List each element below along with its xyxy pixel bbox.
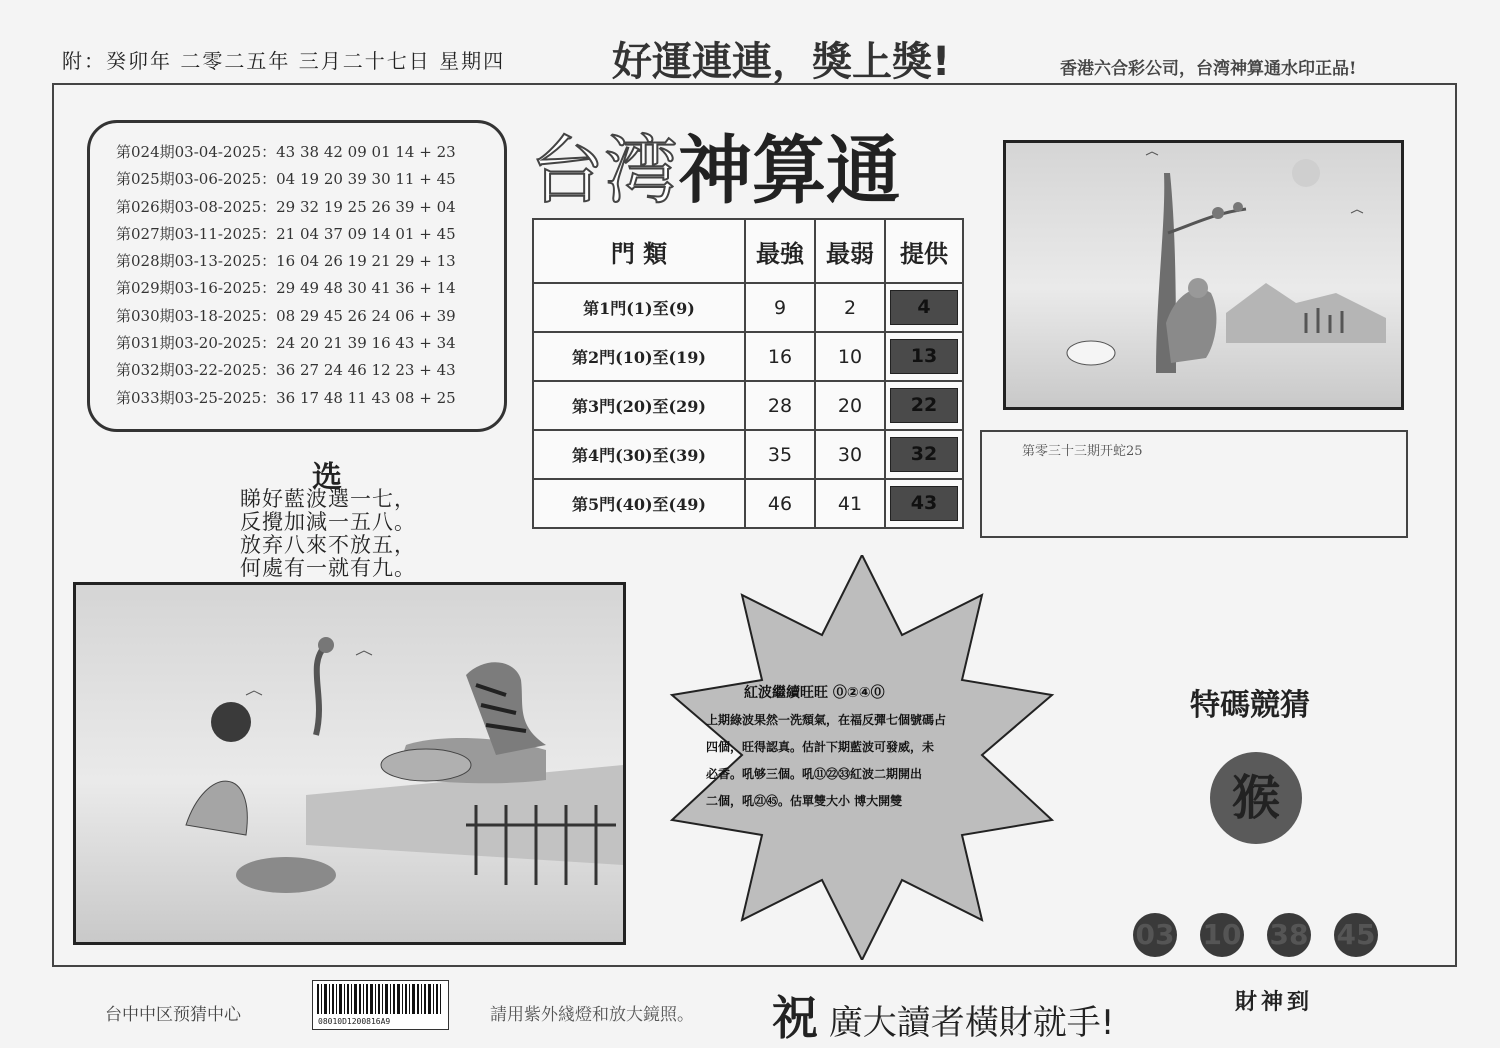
starburst-line: 上期綠波果然一洗頹氣，在福反彈七個號碼占 <box>706 713 947 727</box>
strong-value: 46 <box>745 479 815 528</box>
category-name: 第1門(1)至(9) <box>533 283 745 332</box>
barcode-number: 08010D1200816A9 <box>318 1017 391 1026</box>
tiger-scene-icon <box>76 585 623 942</box>
history-row: 第028期03-13-2025：16 04 26 19 21 29 + 13 <box>116 252 456 271</box>
weak-value: 30 <box>815 430 885 479</box>
starburst-line: 四個，旺得認真。估計下期藍波可發威，未 <box>706 740 935 754</box>
number-ball: 10 <box>1200 913 1244 957</box>
number-ball: 45 <box>1334 913 1378 957</box>
slogan: 好運連連，獎上獎! <box>612 39 951 85</box>
draw-history-box <box>87 120 507 432</box>
history-row: 第025期03-06-2025：04 19 20 39 30 11 + 45 <box>116 170 456 189</box>
poem-title: 选 <box>312 460 342 495</box>
starburst-line: 二個，吼㉑㊺。估單雙大小 博大開雙 <box>706 794 903 808</box>
provide-value: 43 <box>890 486 958 521</box>
zodiac-circle: 猴 <box>1210 752 1302 844</box>
history-row: 第033期03-25-2025：36 17 48 11 43 08 + 25 <box>116 388 456 407</box>
history-row: 第030期03-18-2025：08 29 45 26 24 06 + 39 <box>116 306 456 325</box>
stats-row <box>533 283 963 332</box>
header-strong: 最強 <box>745 219 815 283</box>
category-name: 第5門(40)至(49) <box>533 479 745 528</box>
uv-instruction: 請用紫外綫燈和放大鏡照。 <box>490 1005 694 1025</box>
provide-value: 4 <box>890 290 958 325</box>
stats-row <box>533 332 963 381</box>
poem-line: 反攪加減一五八。 <box>240 510 416 534</box>
barcode-icon <box>313 981 448 1015</box>
stats-row <box>533 479 963 528</box>
blessing <box>772 982 1114 1048</box>
weak-value: 20 <box>815 381 885 430</box>
tiger-illustration <box>73 582 626 945</box>
blessing-text: 廣大讀者橫財就手! <box>828 1003 1115 1043</box>
page-title <box>530 112 900 218</box>
number-ball: 38 <box>1267 913 1311 957</box>
starburst-text <box>706 680 1016 815</box>
header-provide: 提供 <box>885 219 963 283</box>
category-name: 第4門(30)至(39) <box>533 430 745 479</box>
stats-table <box>532 218 964 529</box>
strong-value: 28 <box>745 381 815 430</box>
poem-line: 放弃八來不放五， <box>240 533 416 557</box>
special-guess-title: 特碼競猜 <box>1190 688 1310 723</box>
category-name: 第3門(20)至(29) <box>533 381 745 430</box>
stats-header-row <box>533 219 963 283</box>
history-row: 第032期03-22-2025：36 27 24 46 12 23 + 43 <box>116 361 456 380</box>
starburst-line: 必香。吼够三個。吼⑪㉒㉝紅波二期開出 <box>706 767 923 781</box>
stats-row <box>533 430 963 479</box>
number-ball: 03 <box>1133 913 1177 957</box>
history-row: 第029期03-16-2025：29 49 48 30 41 36 + 14 <box>116 279 456 298</box>
provide-value: 32 <box>890 437 958 472</box>
authenticity-note: 香港六合彩公司，台湾神算通水印正品! <box>1060 59 1357 79</box>
sage-scene-icon <box>1006 143 1401 407</box>
starburst-headline: 紅波繼續旺旺 ⓪②④⓪ <box>744 685 885 701</box>
history-row: 第031期03-20-2025：24 20 21 39 16 43 + 34 <box>116 334 456 353</box>
stats-row <box>533 381 963 430</box>
title-part-1: 台湾 <box>530 128 678 214</box>
issue-date: 附：癸卯年 二零二五年 三月二十七日 星期四 <box>62 49 506 73</box>
history-row: 第027期03-11-2025：21 04 37 09 14 01 + 45 <box>116 224 456 243</box>
provide-value: 13 <box>890 339 958 374</box>
provide-value: 22 <box>890 388 958 423</box>
poem-line: 何處有一就有九。 <box>240 556 416 580</box>
strong-value: 9 <box>745 283 815 332</box>
poem <box>240 488 416 580</box>
category-name: 第2門(10)至(19) <box>533 332 745 381</box>
sage-illustration <box>1003 140 1404 410</box>
weak-value: 41 <box>815 479 885 528</box>
header-weak: 最弱 <box>815 219 885 283</box>
history-row: 第024期03-04-2025：43 38 42 09 01 14 + 23 <box>116 143 456 161</box>
weak-value: 2 <box>815 283 885 332</box>
title-part-2: 神算通 <box>678 128 900 214</box>
blessing-big: 祝 <box>772 991 818 1045</box>
strong-value: 35 <box>745 430 815 479</box>
poem-line: 睇好藍波選一七， <box>240 487 416 511</box>
history-row: 第026期03-08-2025：29 32 19 25 26 39 + 04 <box>116 197 456 216</box>
footer-right: 財神到 <box>1235 989 1314 1015</box>
header-category: 門 類 <box>533 219 745 283</box>
footer-publisher: 台中中区预猜中心 <box>105 1005 241 1025</box>
weak-value: 10 <box>815 332 885 381</box>
note-box: 第零三十三期开蛇25 <box>980 430 1408 538</box>
strong-value: 16 <box>745 332 815 381</box>
